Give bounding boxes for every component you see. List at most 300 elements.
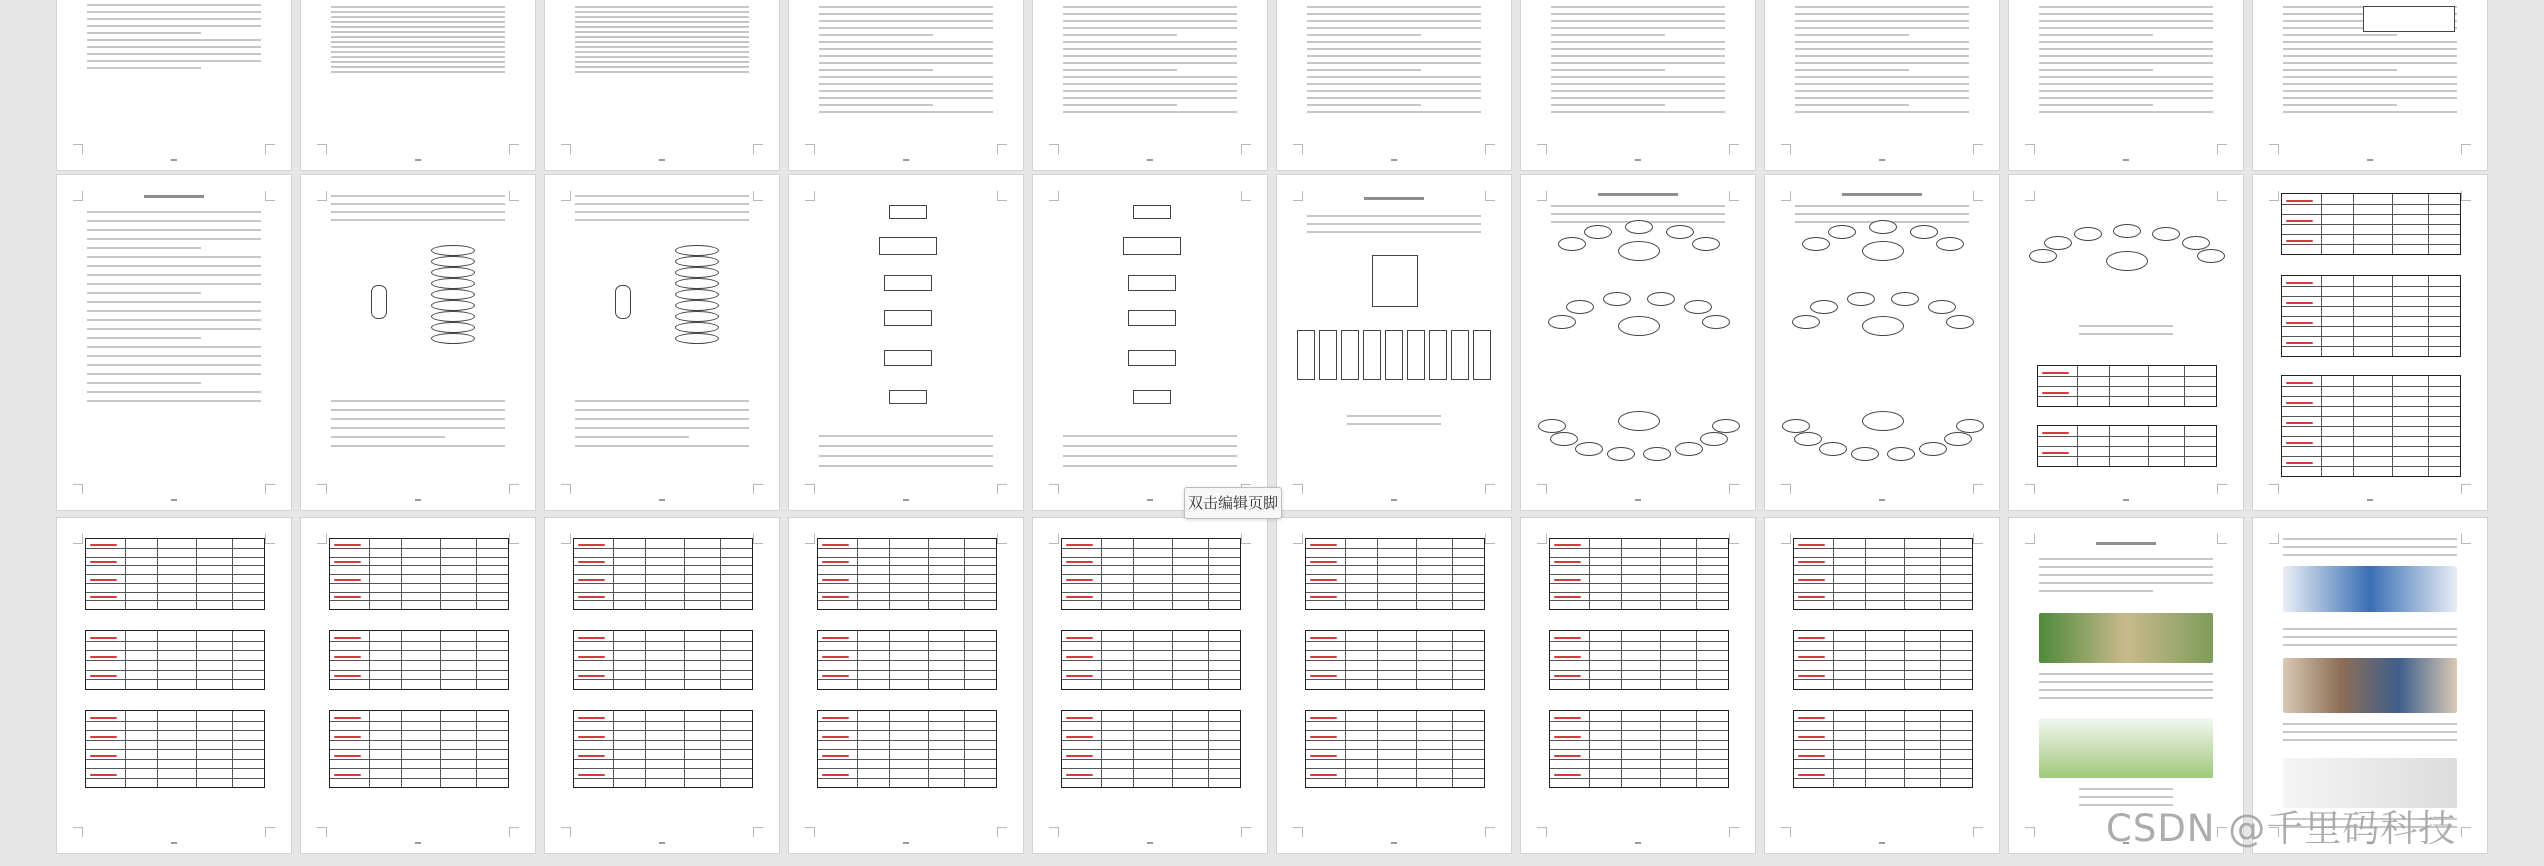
spellcheck-underline bbox=[1310, 717, 1337, 719]
document-page[interactable] bbox=[2009, 175, 2243, 510]
table-col-line bbox=[1133, 711, 1134, 787]
text-line bbox=[1307, 104, 1421, 106]
text-line bbox=[87, 265, 261, 267]
text-line bbox=[575, 36, 749, 38]
text-line bbox=[819, 111, 993, 113]
document-page[interactable] bbox=[1765, 518, 1999, 853]
table-row-line bbox=[2282, 386, 2460, 387]
spellcheck-underline bbox=[1798, 755, 1825, 757]
text-line bbox=[1307, 48, 1481, 50]
table-col-line bbox=[928, 539, 929, 609]
page-number bbox=[1391, 499, 1397, 501]
text-line bbox=[1795, 41, 1969, 43]
table-row-line bbox=[1794, 600, 1972, 601]
table-row-line bbox=[2282, 436, 2460, 437]
text-line bbox=[1551, 97, 1725, 99]
crop-mark bbox=[1485, 144, 1495, 154]
table-row-line bbox=[2282, 446, 2460, 447]
text-line bbox=[1307, 6, 1481, 8]
crop-mark bbox=[1781, 484, 1791, 494]
data-table bbox=[1793, 630, 1973, 690]
text-line bbox=[575, 6, 749, 8]
text-line bbox=[1551, 69, 1665, 71]
text-line bbox=[2039, 590, 2153, 592]
table-col-line bbox=[1904, 631, 1905, 689]
text-line bbox=[575, 46, 749, 48]
text-line bbox=[2283, 48, 2457, 50]
table-col-line bbox=[964, 631, 965, 689]
text-line bbox=[1551, 83, 1725, 85]
table-row-line bbox=[574, 778, 752, 779]
table-row-line bbox=[818, 721, 996, 722]
table-row-line bbox=[574, 583, 752, 584]
spellcheck-underline bbox=[334, 656, 361, 658]
text-line bbox=[2283, 97, 2457, 99]
text-line bbox=[2039, 566, 2213, 568]
spellcheck-underline bbox=[90, 755, 117, 757]
crop-mark bbox=[1293, 144, 1303, 154]
er-attribute-node bbox=[1869, 220, 1897, 234]
spellcheck-underline bbox=[2042, 432, 2069, 434]
text-line bbox=[575, 61, 749, 63]
text-line bbox=[1063, 104, 1177, 106]
data-table bbox=[1305, 630, 1485, 690]
er-attribute-node bbox=[2182, 236, 2210, 250]
table-row-line bbox=[2038, 376, 2216, 377]
text-line bbox=[1795, 97, 1969, 99]
spellcheck-underline bbox=[1310, 596, 1337, 598]
text-line bbox=[87, 4, 261, 6]
crop-mark bbox=[2025, 484, 2035, 494]
table-row-line bbox=[1550, 600, 1728, 601]
function-module bbox=[1297, 330, 1315, 380]
table-col-line bbox=[889, 631, 890, 689]
text-line bbox=[819, 97, 993, 99]
table-col-line bbox=[369, 539, 370, 609]
page-number bbox=[415, 159, 421, 161]
document-page[interactable] bbox=[1033, 175, 1267, 510]
crop-mark bbox=[265, 144, 275, 154]
table-row-line bbox=[330, 730, 508, 731]
table-row-line bbox=[818, 565, 996, 566]
text-line bbox=[2039, 13, 2213, 15]
data-table bbox=[1305, 538, 1485, 610]
table-col-line bbox=[401, 631, 402, 689]
table-row-line bbox=[86, 565, 264, 566]
er-attribute-node bbox=[1794, 432, 1822, 446]
table-col-line bbox=[232, 539, 233, 609]
text-line bbox=[331, 16, 505, 18]
text-line bbox=[87, 319, 261, 321]
table-col-line bbox=[2109, 366, 2110, 406]
use-case-node bbox=[675, 289, 719, 300]
page-number bbox=[1879, 159, 1885, 161]
table-row-line bbox=[1550, 641, 1728, 642]
er-attribute-node bbox=[2152, 227, 2180, 241]
document-page[interactable] bbox=[1277, 0, 1511, 170]
document-page[interactable] bbox=[301, 0, 535, 170]
table-col-line bbox=[613, 631, 614, 689]
er-attribute-node bbox=[1548, 315, 1576, 329]
spellcheck-underline bbox=[2286, 442, 2313, 444]
table-col-line bbox=[684, 539, 685, 609]
document-page[interactable] bbox=[789, 175, 1023, 510]
table-col-line bbox=[369, 711, 370, 787]
crop-mark bbox=[2461, 827, 2471, 837]
table-row-line bbox=[574, 557, 752, 558]
document-page[interactable] bbox=[1521, 518, 1755, 853]
crop-mark bbox=[509, 144, 519, 154]
table-row-line bbox=[330, 740, 508, 741]
document-page[interactable] bbox=[1277, 175, 1511, 510]
document-page[interactable] bbox=[1765, 0, 1999, 170]
text-line bbox=[331, 445, 505, 447]
table-row-line bbox=[330, 592, 508, 593]
table-col-line bbox=[2184, 426, 2185, 466]
table-row-line bbox=[2038, 386, 2216, 387]
table-col-line bbox=[476, 539, 477, 609]
table-row-line bbox=[330, 650, 508, 651]
text-line bbox=[2039, 97, 2213, 99]
table-col-line bbox=[440, 631, 441, 689]
table-row-line bbox=[1550, 557, 1728, 558]
spellcheck-underline bbox=[1066, 561, 1093, 563]
spellcheck-underline bbox=[822, 656, 849, 658]
table-col-line bbox=[2077, 426, 2078, 466]
table-col-line bbox=[1172, 631, 1173, 689]
text-line bbox=[1307, 27, 1481, 29]
text-line bbox=[331, 400, 505, 402]
flow-decision bbox=[1123, 237, 1181, 255]
spellcheck-underline bbox=[578, 544, 605, 546]
document-page[interactable] bbox=[1521, 0, 1755, 170]
spellcheck-underline bbox=[578, 579, 605, 581]
crop-mark bbox=[1729, 484, 1739, 494]
table-col-line bbox=[857, 631, 858, 689]
table-row-line bbox=[1794, 592, 1972, 593]
table-col-line bbox=[1345, 631, 1346, 689]
spellcheck-underline bbox=[1554, 544, 1581, 546]
use-case-node bbox=[675, 333, 719, 344]
text-line bbox=[1795, 48, 1969, 50]
document-page[interactable] bbox=[1033, 0, 1267, 170]
table-row-line bbox=[1550, 548, 1728, 549]
text-line bbox=[87, 310, 261, 312]
table-row-line bbox=[2282, 244, 2460, 245]
document-page[interactable] bbox=[789, 0, 1023, 170]
page-number bbox=[659, 159, 665, 161]
spellcheck-underline bbox=[1798, 736, 1825, 738]
text-line bbox=[1307, 97, 1481, 99]
flow-decision bbox=[879, 237, 937, 255]
table-row-line bbox=[818, 759, 996, 760]
footer-edit-label: 双击编辑页脚 bbox=[1187, 494, 1278, 512]
crop-mark bbox=[73, 144, 83, 154]
crop-mark bbox=[1537, 144, 1547, 154]
table-row-line bbox=[1550, 679, 1728, 680]
text-line bbox=[1307, 41, 1481, 43]
text-line bbox=[1795, 6, 1969, 8]
document-page[interactable] bbox=[57, 518, 291, 853]
text-line bbox=[331, 31, 505, 33]
document-page[interactable] bbox=[1277, 518, 1511, 853]
text-line bbox=[2283, 41, 2457, 43]
text-line bbox=[1551, 90, 1725, 92]
text-line bbox=[819, 13, 993, 15]
text-line bbox=[1795, 69, 1909, 71]
page-number bbox=[171, 159, 177, 161]
er-attribute-node bbox=[1936, 237, 1964, 251]
text-line bbox=[819, 34, 933, 36]
table-col-line bbox=[1377, 539, 1378, 609]
text-line bbox=[1063, 13, 1237, 15]
er-attribute-node bbox=[2044, 236, 2072, 250]
crop-mark bbox=[1729, 827, 1739, 837]
document-page[interactable] bbox=[2009, 0, 2243, 170]
text-line bbox=[1551, 13, 1725, 15]
data-table bbox=[2281, 275, 2461, 357]
document-page[interactable] bbox=[545, 518, 779, 853]
table-row-line bbox=[330, 660, 508, 661]
table-row-line bbox=[2038, 456, 2216, 457]
spellcheck-underline bbox=[2286, 422, 2313, 424]
table-row-line bbox=[86, 759, 264, 760]
page-number bbox=[659, 499, 665, 501]
text-line bbox=[2039, 111, 2213, 113]
table-row-line bbox=[1062, 583, 1240, 584]
table-col-line bbox=[1133, 631, 1134, 689]
flow-step bbox=[1128, 310, 1176, 326]
spellcheck-underline bbox=[1554, 561, 1581, 563]
document-page[interactable] bbox=[1033, 518, 1267, 853]
table-row-line bbox=[2282, 456, 2460, 457]
page-number bbox=[659, 842, 665, 844]
table-row-line bbox=[2282, 204, 2460, 205]
spellcheck-underline bbox=[1066, 544, 1093, 546]
table-row-line bbox=[1794, 574, 1972, 575]
text-line bbox=[331, 427, 505, 429]
data-table bbox=[1061, 710, 1241, 788]
text-line bbox=[331, 409, 505, 411]
document-page[interactable] bbox=[301, 518, 535, 853]
function-module bbox=[1407, 330, 1425, 380]
table-col-line bbox=[613, 539, 614, 609]
table-col-line bbox=[1589, 711, 1590, 787]
crop-mark bbox=[509, 827, 519, 837]
table-row-line bbox=[86, 641, 264, 642]
table-row-line bbox=[86, 592, 264, 593]
text-line bbox=[1063, 435, 1237, 437]
page-number bbox=[1391, 842, 1397, 844]
table-col-line bbox=[1101, 539, 1102, 609]
text-line bbox=[87, 18, 261, 20]
text-line bbox=[2079, 333, 2173, 335]
table-col-line bbox=[1377, 631, 1378, 689]
page-number bbox=[2367, 159, 2373, 161]
crop-mark bbox=[1973, 191, 1983, 201]
table-row-line bbox=[86, 768, 264, 769]
text-line bbox=[1307, 13, 1481, 15]
table-row-line bbox=[2282, 406, 2460, 407]
table-col-line bbox=[232, 711, 233, 787]
text-line bbox=[2283, 76, 2457, 78]
document-page[interactable] bbox=[1521, 175, 1755, 510]
text-line bbox=[1795, 104, 1909, 106]
flow-start bbox=[889, 205, 927, 219]
table-row-line bbox=[818, 740, 996, 741]
text-line bbox=[1307, 223, 1481, 225]
spellcheck-underline bbox=[1066, 774, 1093, 776]
text-line bbox=[2283, 739, 2457, 741]
page-number bbox=[2367, 499, 2373, 501]
table-row-line bbox=[1550, 670, 1728, 671]
spellcheck-underline bbox=[1798, 596, 1825, 598]
text-line bbox=[331, 66, 505, 68]
table-col-line bbox=[1589, 539, 1590, 609]
er-attribute-node bbox=[1887, 447, 1915, 461]
text-line bbox=[2283, 62, 2457, 64]
spellcheck-underline bbox=[1066, 755, 1093, 757]
table-col-line bbox=[125, 711, 126, 787]
text-line bbox=[1551, 62, 1725, 64]
page-number bbox=[2123, 499, 2129, 501]
table-row-line bbox=[1306, 650, 1484, 651]
document-page[interactable] bbox=[789, 518, 1023, 853]
text-line bbox=[1063, 445, 1237, 447]
table-row-line bbox=[1062, 768, 1240, 769]
data-table bbox=[2281, 375, 2461, 477]
data-table bbox=[329, 630, 509, 690]
document-page[interactable] bbox=[301, 175, 535, 510]
text-line bbox=[1063, 111, 1237, 113]
crop-mark bbox=[2217, 191, 2227, 201]
crop-mark bbox=[561, 484, 571, 494]
table-row-line bbox=[2282, 286, 2460, 287]
text-line bbox=[1063, 97, 1237, 99]
document-page[interactable] bbox=[545, 175, 779, 510]
table-row-line bbox=[1550, 583, 1728, 584]
table-col-line bbox=[401, 711, 402, 787]
spellcheck-underline bbox=[822, 579, 849, 581]
spellcheck-underline bbox=[1554, 596, 1581, 598]
text-line bbox=[2283, 34, 2397, 36]
text-line bbox=[1551, 76, 1725, 78]
spellcheck-underline bbox=[822, 637, 849, 639]
crop-mark bbox=[2025, 534, 2035, 544]
function-module bbox=[1341, 330, 1359, 380]
text-line bbox=[87, 25, 261, 27]
document-page[interactable] bbox=[545, 0, 779, 170]
text-line bbox=[819, 465, 993, 467]
table-col-line bbox=[1940, 711, 1941, 787]
table-row-line bbox=[1794, 660, 1972, 661]
section-heading bbox=[1842, 193, 1922, 196]
document-page[interactable] bbox=[57, 0, 291, 170]
spellcheck-underline bbox=[1798, 637, 1825, 639]
table-row-line bbox=[1550, 730, 1728, 731]
footer-edit-tooltip bbox=[1184, 487, 1282, 519]
table-row-line bbox=[574, 574, 752, 575]
table-row-line bbox=[86, 583, 264, 584]
table-row-line bbox=[1550, 650, 1728, 651]
table-row-line bbox=[1794, 557, 1972, 558]
document-page[interactable] bbox=[2253, 0, 2487, 170]
text-line bbox=[1307, 62, 1481, 64]
table-row-line bbox=[1062, 557, 1240, 558]
text-line bbox=[87, 53, 261, 55]
er-entity-node bbox=[1862, 316, 1904, 336]
text-line bbox=[1307, 34, 1421, 36]
table-col-line bbox=[964, 539, 965, 609]
crop-mark bbox=[1049, 144, 1059, 154]
crop-mark bbox=[265, 534, 275, 544]
table-row-line bbox=[1062, 574, 1240, 575]
table-row-line bbox=[818, 660, 996, 661]
text-line bbox=[331, 71, 505, 73]
table-row-line bbox=[86, 749, 264, 750]
text-line bbox=[2039, 6, 2213, 8]
table-col-line bbox=[684, 631, 685, 689]
text-line bbox=[331, 211, 505, 213]
er-attribute-node bbox=[1810, 300, 1838, 314]
table-row-line bbox=[1306, 730, 1484, 731]
table-row-line bbox=[1062, 641, 1240, 642]
table-row-line bbox=[330, 679, 508, 680]
table-col-line bbox=[476, 631, 477, 689]
table-row-line bbox=[574, 641, 752, 642]
text-line bbox=[1307, 69, 1421, 71]
document-page[interactable] bbox=[57, 175, 291, 510]
ui-screenshot bbox=[2283, 658, 2457, 713]
spellcheck-underline bbox=[822, 717, 849, 719]
function-module bbox=[1319, 330, 1337, 380]
document-page[interactable] bbox=[2253, 175, 2487, 510]
page-number bbox=[1147, 842, 1153, 844]
use-case-node bbox=[675, 278, 719, 289]
text-line bbox=[819, 435, 993, 437]
table-row-line bbox=[1550, 759, 1728, 760]
spellcheck-underline bbox=[1798, 675, 1825, 677]
spellcheck-underline bbox=[1554, 579, 1581, 581]
crop-mark bbox=[1973, 534, 1983, 544]
spellcheck-underline bbox=[1066, 637, 1093, 639]
crop-mark bbox=[509, 191, 519, 201]
table-row-line bbox=[818, 557, 996, 558]
text-line bbox=[1551, 34, 1665, 36]
text-line bbox=[1551, 111, 1725, 113]
data-table bbox=[817, 538, 997, 610]
crop-mark bbox=[317, 534, 327, 544]
table-col-line bbox=[1172, 539, 1173, 609]
text-line bbox=[331, 21, 505, 23]
spellcheck-underline bbox=[822, 774, 849, 776]
data-table bbox=[1793, 538, 1973, 610]
document-page[interactable] bbox=[1765, 175, 1999, 510]
table-col-line bbox=[1660, 539, 1661, 609]
text-line bbox=[2039, 681, 2213, 683]
crop-mark bbox=[2217, 144, 2227, 154]
use-case-node bbox=[431, 256, 475, 267]
table-row-line bbox=[1306, 778, 1484, 779]
use-case-node bbox=[431, 322, 475, 333]
table-col-line bbox=[684, 711, 685, 787]
spellcheck-underline bbox=[1554, 736, 1581, 738]
use-case-node bbox=[675, 300, 719, 311]
spellcheck-underline bbox=[334, 736, 361, 738]
table-row-line bbox=[2038, 446, 2216, 447]
table-row-line bbox=[574, 730, 752, 731]
text-line bbox=[2039, 697, 2213, 699]
